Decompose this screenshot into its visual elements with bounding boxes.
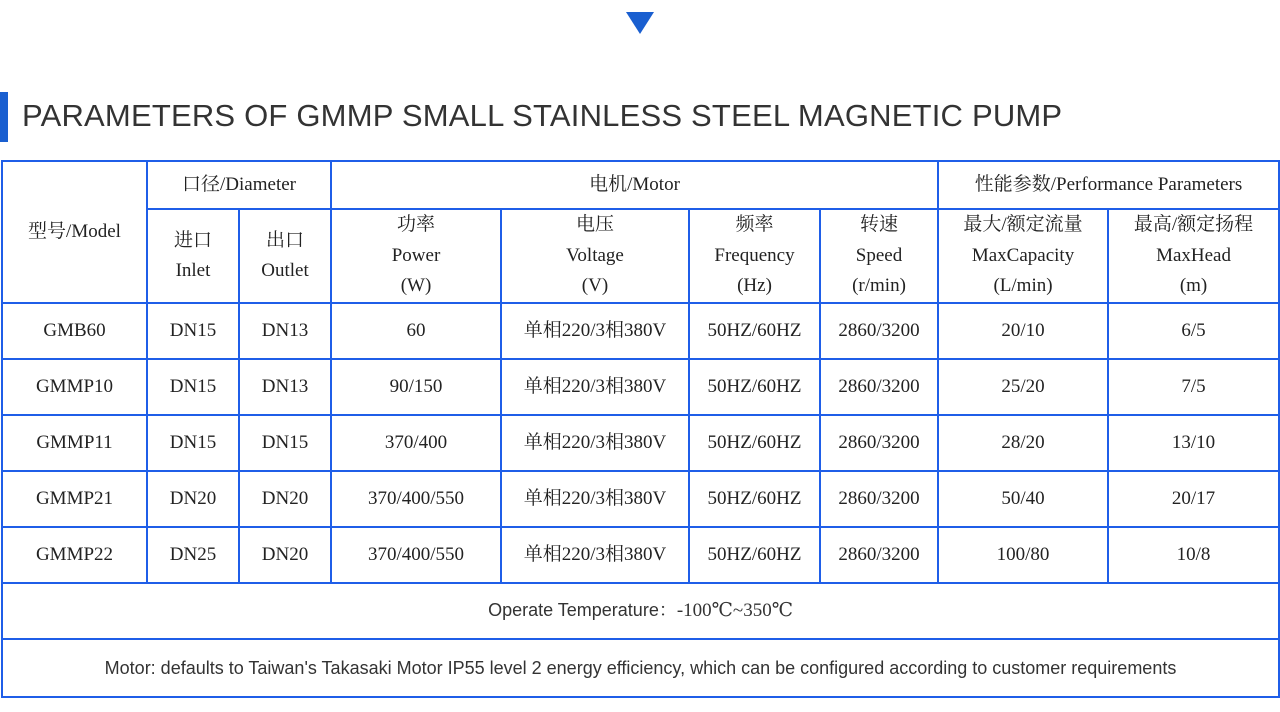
cell-model: GMMP11 <box>2 415 147 471</box>
cell-inlet: DN25 <box>147 527 239 583</box>
table-row <box>2 303 1279 359</box>
cell-voltage: 单相220/3相380V <box>501 359 689 415</box>
cell-frequency: 50HZ/60HZ <box>689 415 820 471</box>
cell-inlet: DN20 <box>147 471 239 527</box>
down-arrow-icon <box>626 12 654 34</box>
header-row-1 <box>2 161 1279 209</box>
cell-frequency: 50HZ/60HZ <box>689 303 820 359</box>
header-motor: 电机/Motor <box>331 161 938 209</box>
cell-voltage: 单相220/3相380V <box>501 471 689 527</box>
cell-power: 370/400/550 <box>331 527 501 583</box>
header-power: 功率 Power (W) <box>331 209 501 303</box>
header-performance: 性能参数/Performance Parameters <box>938 161 1279 209</box>
temperature-row <box>2 583 1279 639</box>
cell-speed: 2860/3200 <box>820 359 938 415</box>
cell-model: GMMP22 <box>2 527 147 583</box>
parameters-table <box>1 160 1280 698</box>
cell-inlet: DN15 <box>147 303 239 359</box>
cell-model: GMB60 <box>2 303 147 359</box>
cell-power: 370/400 <box>331 415 501 471</box>
cell-inlet: DN15 <box>147 359 239 415</box>
cell-capacity: 50/40 <box>938 471 1108 527</box>
header-model: 型号/Model <box>2 161 147 303</box>
cell-speed: 2860/3200 <box>820 527 938 583</box>
cell-power: 90/150 <box>331 359 501 415</box>
cell-voltage: 单相220/3相380V <box>501 415 689 471</box>
table-row <box>2 359 1279 415</box>
cell-power: 60 <box>331 303 501 359</box>
motor-note-row <box>2 639 1279 697</box>
cell-frequency: 50HZ/60HZ <box>689 359 820 415</box>
header-outlet: 出口 Outlet <box>239 209 331 303</box>
table-row <box>2 415 1279 471</box>
cell-voltage: 单相220/3相380V <box>501 527 689 583</box>
cell-head: 13/10 <box>1108 415 1279 471</box>
cell-model: GMMP21 <box>2 471 147 527</box>
header-voltage: 电压 Voltage (V) <box>501 209 689 303</box>
temperature-value: -100℃~350℃ <box>676 599 793 621</box>
cell-voltage: 单相220/3相380V <box>501 303 689 359</box>
cell-outlet: DN13 <box>239 303 331 359</box>
header-inlet: 进口 Inlet <box>147 209 239 303</box>
cell-power: 370/400/550 <box>331 471 501 527</box>
cell-head: 10/8 <box>1108 527 1279 583</box>
cell-capacity: 28/20 <box>938 415 1108 471</box>
cell-speed: 2860/3200 <box>820 471 938 527</box>
cell-speed: 2860/3200 <box>820 415 938 471</box>
motor-note: Motor: defaults to Taiwan's Takasaki Motor IP55 level 2 energy efficiency, which can be configured according to customer requirements <box>2 639 1279 697</box>
cell-capacity: 25/20 <box>938 359 1108 415</box>
table-row <box>2 527 1279 583</box>
cell-speed: 2860/3200 <box>820 303 938 359</box>
cell-outlet: DN15 <box>239 415 331 471</box>
header-diameter: 口径/Diameter <box>147 161 331 209</box>
cell-outlet: DN20 <box>239 527 331 583</box>
temperature-note <box>2 583 1279 639</box>
cell-frequency: 50HZ/60HZ <box>689 471 820 527</box>
cell-outlet: DN13 <box>239 359 331 415</box>
header-head: 最高/额定扬程 MaxHead (m) <box>1108 209 1279 303</box>
cell-outlet: DN20 <box>239 471 331 527</box>
table-row <box>2 471 1279 527</box>
page-title: PARAMETERS OF GMMP SMALL STAINLESS STEEL MAGNETIC PUMP <box>22 98 1063 133</box>
header-frequency: 频率 Frequency (Hz) <box>689 209 820 303</box>
cell-capacity: 100/80 <box>938 527 1108 583</box>
cell-head: 6/5 <box>1108 303 1279 359</box>
cell-head: 20/17 <box>1108 471 1279 527</box>
temperature-label: Operate Temperature： <box>488 599 677 620</box>
header-capacity: 最大/额定流量 MaxCapacity (L/min) <box>938 209 1108 303</box>
cell-model: GMMP10 <box>2 359 147 415</box>
cell-capacity: 20/10 <box>938 303 1108 359</box>
cell-head: 7/5 <box>1108 359 1279 415</box>
title-accent-bar <box>0 92 8 142</box>
header-speed: 转速 Speed (r/min) <box>820 209 938 303</box>
header-row-2 <box>2 209 1279 303</box>
cell-inlet: DN15 <box>147 415 239 471</box>
cell-frequency: 50HZ/60HZ <box>689 527 820 583</box>
